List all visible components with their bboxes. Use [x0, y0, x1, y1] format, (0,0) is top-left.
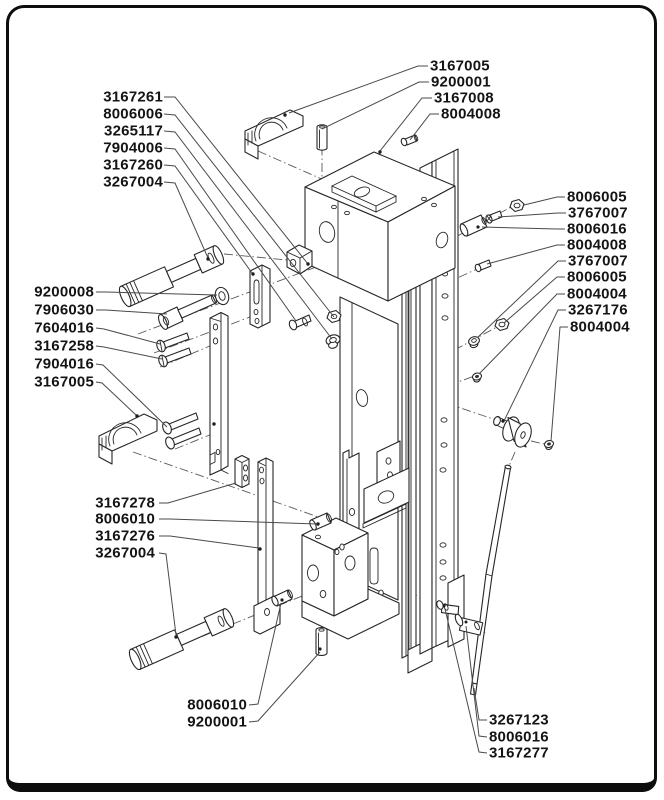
- callout-bottom-left-8006010: 8006010: [95, 510, 155, 528]
- callout-top-left-3167260: 3167260: [103, 156, 163, 174]
- callout-mid-left-7604016: 7604016: [34, 319, 94, 337]
- callout-top-left-3167261: 3167261: [103, 88, 163, 106]
- adjuster-knob-3267176: [492, 415, 534, 450]
- callout-mid-left-7904016: 7904016: [34, 355, 94, 373]
- set-screw-top-right: [400, 135, 418, 147]
- callout-top-left-7904006: 7904006: [103, 139, 163, 157]
- callout-right-8004004-b: 8004004: [570, 318, 630, 336]
- callout-mid-left-3167005: 3167005: [34, 373, 94, 391]
- callout-top-left-3265117: 3265117: [104, 122, 163, 140]
- nut-8004004-a: [472, 372, 483, 383]
- callout-mid-left-9200008: 9200008: [34, 283, 94, 301]
- callout-bottom-left-3167278: 3167278: [95, 494, 155, 512]
- sleeve-8006016-a: [459, 215, 487, 237]
- cylinder-stud-bottom: [127, 606, 236, 671]
- callout-top-center-8004008: 8004008: [441, 105, 501, 123]
- nut-8004004-b: [544, 440, 555, 451]
- bushing-3265117: [325, 333, 341, 349]
- long-bar-3167276: [254, 458, 280, 634]
- callout-top-center-3167005: 3167005: [430, 57, 490, 75]
- callout-bottom-center-8006010: 8006010: [187, 696, 247, 714]
- set-screw-8004008-b: [474, 260, 491, 272]
- callout-top-center-3167008: 3167008: [434, 89, 494, 107]
- callout-right-8006005: 8006005: [567, 188, 627, 206]
- callout-right-3267176: 3267176: [568, 301, 628, 319]
- tie-rod-3267123: [471, 465, 512, 695]
- callout-right-8006005-b: 8006005: [567, 268, 627, 286]
- square-post: [210, 313, 228, 476]
- callout-right-8004004: 8004004: [567, 285, 627, 303]
- clamp-screws-7904016: [161, 413, 201, 450]
- callout-bottom-left-3167276: 3167276: [95, 527, 155, 545]
- callout-bottom-right-3267123: 3267123: [489, 711, 549, 729]
- bottom-clamp-block: [99, 414, 157, 464]
- callout-bottom-right-3167277: 3167277: [489, 744, 549, 762]
- socket-screw-7906030: [157, 294, 218, 331]
- dowel-pin-bottom: [316, 628, 327, 656]
- grub-screw-3767007-a: [485, 211, 502, 224]
- callout-top-left-3267004: 3267004: [103, 173, 163, 191]
- callout-mid-left-7906030: 7906030: [34, 301, 94, 319]
- spacer-block-3167278: [235, 456, 249, 488]
- callout-bottom-center-9200001: 9200001: [187, 713, 247, 731]
- callout-right-3767007: 3767007: [568, 204, 628, 222]
- callout-mid-left-3167258: 3167258: [34, 337, 94, 355]
- set-screw-8006010-b: [271, 589, 294, 606]
- callout-top-center-9200001: 9200001: [431, 73, 491, 91]
- slotted-screws: [155, 333, 191, 368]
- nut-3767007-b: [467, 335, 480, 348]
- callout-top-left-8006006: 8006006: [103, 105, 163, 123]
- callout-right-8004008: 8004008: [567, 236, 627, 254]
- callout-right-3767007-b: 3767007: [568, 252, 628, 270]
- top-clamp-block: [245, 110, 303, 159]
- callout-bottom-left-3267004: 3267004: [95, 544, 155, 562]
- callout-right-8006016: 8006016: [567, 220, 627, 238]
- callout-bottom-right-8006016: 8006016: [489, 728, 549, 746]
- stud-bolt-7904006: [288, 315, 311, 331]
- nut-8006005-a: [510, 200, 524, 212]
